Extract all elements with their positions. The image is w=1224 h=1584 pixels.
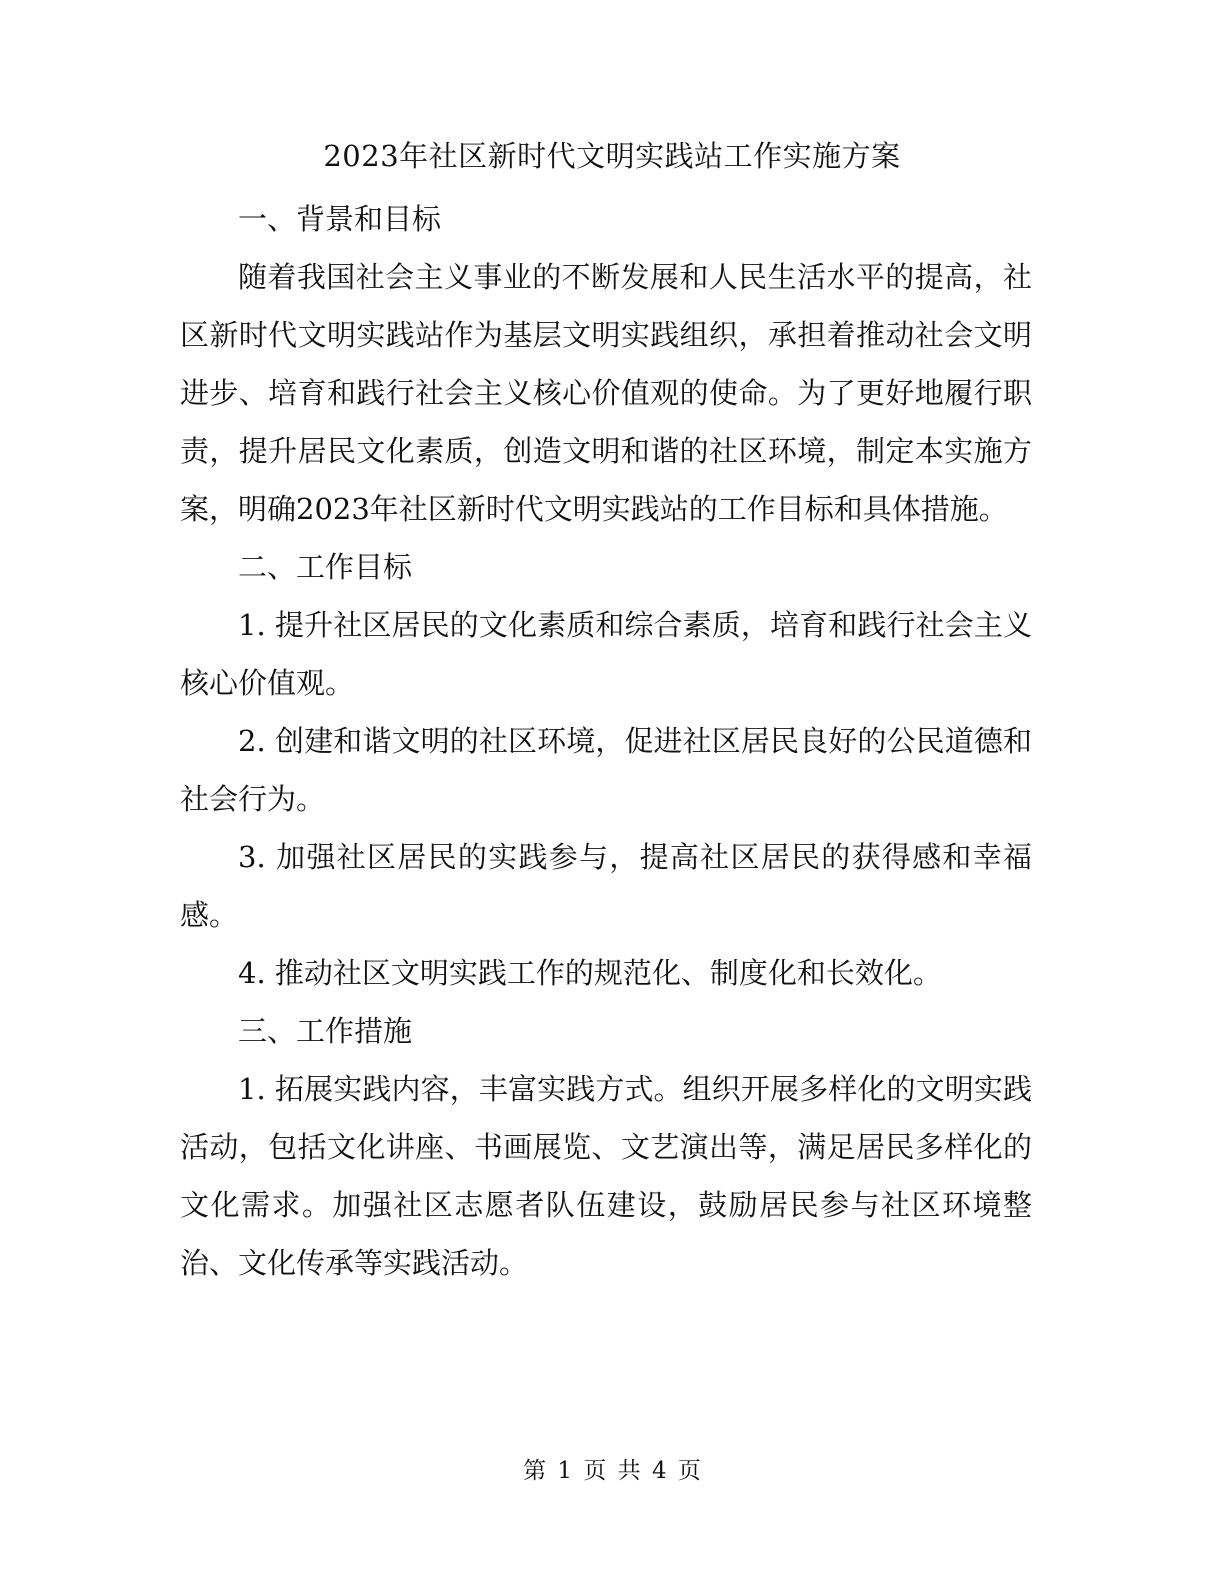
list-item: 3. 加强社区居民的实践参与，提高社区居民的获得感和幸福感。 <box>180 840 1032 932</box>
section-heading: 二、工作目标 <box>238 550 413 584</box>
section-heading: 三、工作措施 <box>238 1014 413 1048</box>
list-item: 4. 推动社区文明实践工作的规范化、制度化和长效化。 <box>238 956 942 990</box>
page-number: 第 1 页 共 4 页 <box>523 1458 701 1484</box>
list-item: 1. 提升社区居民的文化素质和综合素质，培育和践行社会主义核心价值观。 <box>180 608 1032 700</box>
document-title: 2023年社区新时代文明实践站工作实施方案 <box>323 139 901 173</box>
paragraph: 随着我国社会主义事业的不断发展和人民生活水平的提高，社区新时代文明实践站作为基层文明实践组织，承担着推动社会文明进步、培育和践行社会主义核心价值观的使命。为了更好地履行职责，提升居民文化素质，创造文明和谐的社区环境，制定本实施方案，明确2023年社区新时代文明实践站的工作目标和具体措施。 <box>180 260 1032 526</box>
list-item: 2. 创建和谐文明的社区环境，促进社区居民良好的公民道德和社会行为。 <box>180 724 1032 816</box>
document-body <box>180 190 1032 1292</box>
section-heading: 一、背景和目标 <box>238 202 442 236</box>
list-item: 1. 拓展实践内容，丰富实践方式。组织开展多样化的文明实践活动，包括文化讲座、书画展览、文艺演出等，满足居民多样化的文化需求。加强社区志愿者队伍建设，鼓励居民参与社区环境整治、文化传承等实践活动。 <box>180 1072 1032 1280</box>
